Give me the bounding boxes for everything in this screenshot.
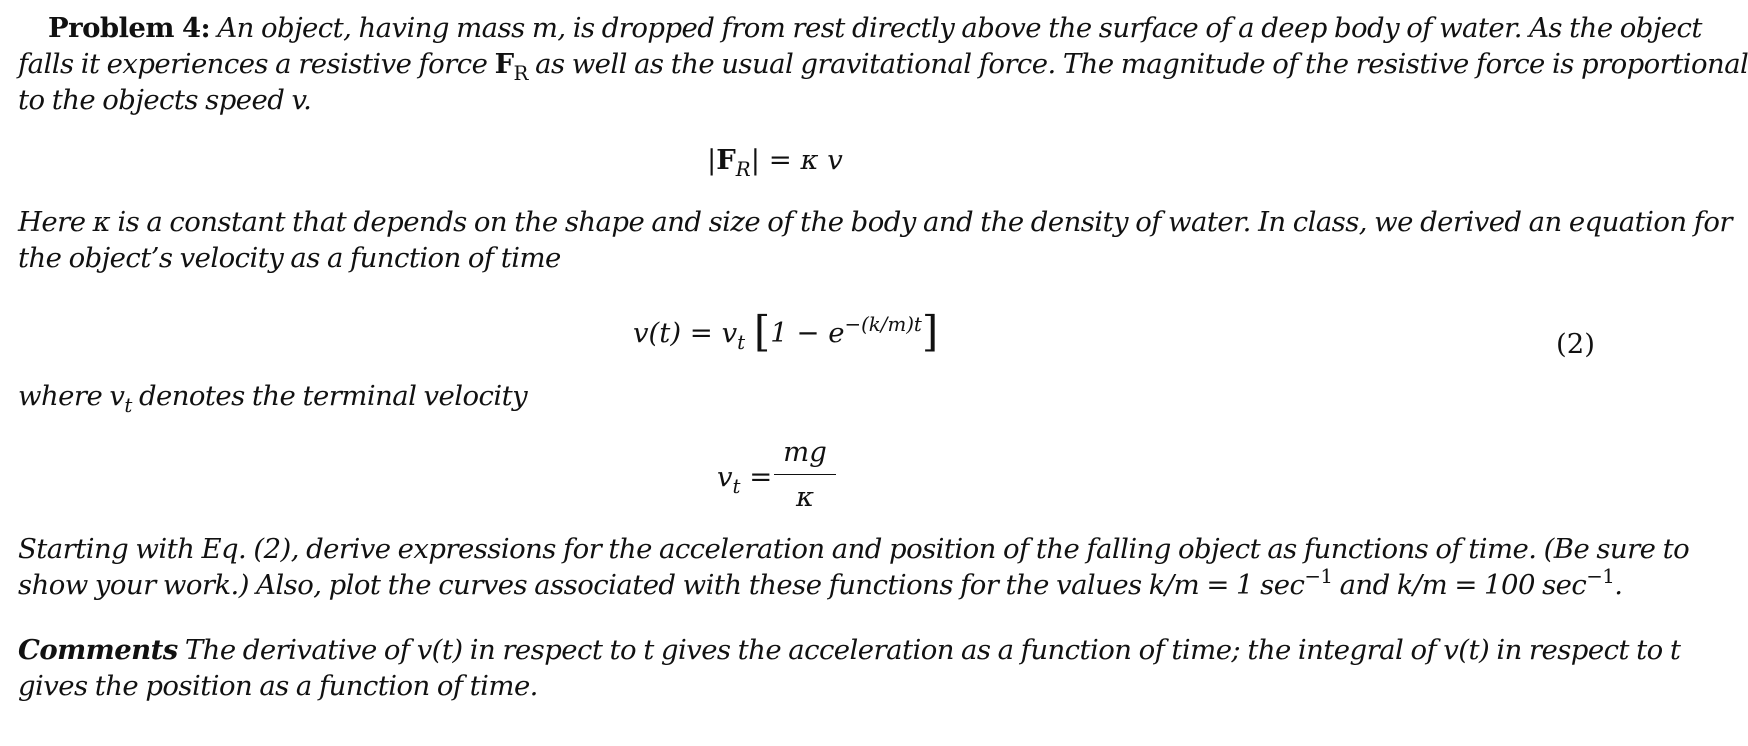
- comments-section: [18, 632, 1681, 704]
- task-description: [18, 531, 1690, 603]
- eq2-open-bracket: [: [753, 307, 771, 356]
- para4-sup-1: −1: [1304, 565, 1333, 589]
- terminal-velocity-intro: [18, 378, 1608, 417]
- intro-line-1: An object, having mass m, is dropped from rest directly above the surface of a deep body of water. As the object: [217, 12, 1702, 44]
- para4-line-2a: show your work.) Also, plot the curves associated with these functions for the values k/m = 1 sec: [18, 569, 1305, 601]
- intro-line-2a: falls it experiences a resistive force: [18, 48, 495, 80]
- para3-text-a: where v: [18, 380, 125, 412]
- intro-line-3: to the objects speed v.: [18, 84, 312, 116]
- equation-resistive-force: [707, 142, 843, 181]
- para4-line-2c: .: [1614, 569, 1623, 601]
- equation-terminal-velocity-lhs: [717, 459, 773, 498]
- force-symbol: F: [494, 48, 514, 80]
- problem-label: Problem 4:: [48, 12, 211, 44]
- kappa-description: [18, 204, 1732, 276]
- para2-line-2: the object’s velocity as a function of time: [18, 242, 561, 274]
- force-subscript: R: [513, 61, 528, 85]
- abs-close: |: [750, 144, 760, 176]
- eq2-exponent: −(k/m)t: [844, 313, 922, 337]
- eq1-rhs: = κ v: [759, 144, 843, 176]
- eq3-vt: v: [717, 461, 733, 493]
- para4-sup-2: −1: [1586, 565, 1615, 589]
- comments-line-2: gives the position as a function of time.: [18, 670, 538, 702]
- para4-line-1: Starting with Eq. (2), derive expressions for the acceleration and position of the falling object as functions of time. (Be sure to: [18, 533, 1690, 565]
- equation-number-2: (2): [1556, 328, 1595, 360]
- fraction-denominator: κ: [795, 481, 815, 513]
- problem-statement: [18, 10, 1748, 118]
- para2-line-1: Here κ is a constant that depends on the shape and size of the body and the density of water. In class, we derived an equation for: [18, 206, 1732, 238]
- eq2-lhs: v(t) = v: [633, 317, 738, 349]
- fraction-numerator: mg: [783, 436, 827, 468]
- para3-vt-sub: t: [124, 393, 132, 417]
- intro-line-2b: as well as the usual gravitational force. The magnitude of the resistive force is proportional: [527, 48, 1748, 80]
- para4-line-2b: and k/m = 100 sec: [1332, 569, 1587, 601]
- equation-velocity: [633, 307, 939, 356]
- abs-open: |: [707, 144, 717, 176]
- eq3-equals: =: [740, 461, 773, 493]
- eq2-close-bracket: ]: [921, 307, 939, 356]
- fraction-bar: [774, 474, 836, 475]
- eq2-body: 1 − e: [770, 317, 845, 349]
- force-R-sub: R: [735, 157, 751, 181]
- eq3-vt-sub: t: [732, 474, 741, 498]
- para3-text-b: denotes the terminal velocity: [131, 380, 528, 412]
- comments-label: Comments: [18, 634, 178, 666]
- eq2-vt-sub: t: [737, 330, 746, 354]
- comments-line-1: The derivative of v(t) in respect to t gives the acceleration as a function of time; the integral of v(t) in respect to t: [177, 634, 1681, 666]
- force-F: F: [716, 144, 736, 176]
- equation-terminal-velocity-fraction: [770, 434, 840, 515]
